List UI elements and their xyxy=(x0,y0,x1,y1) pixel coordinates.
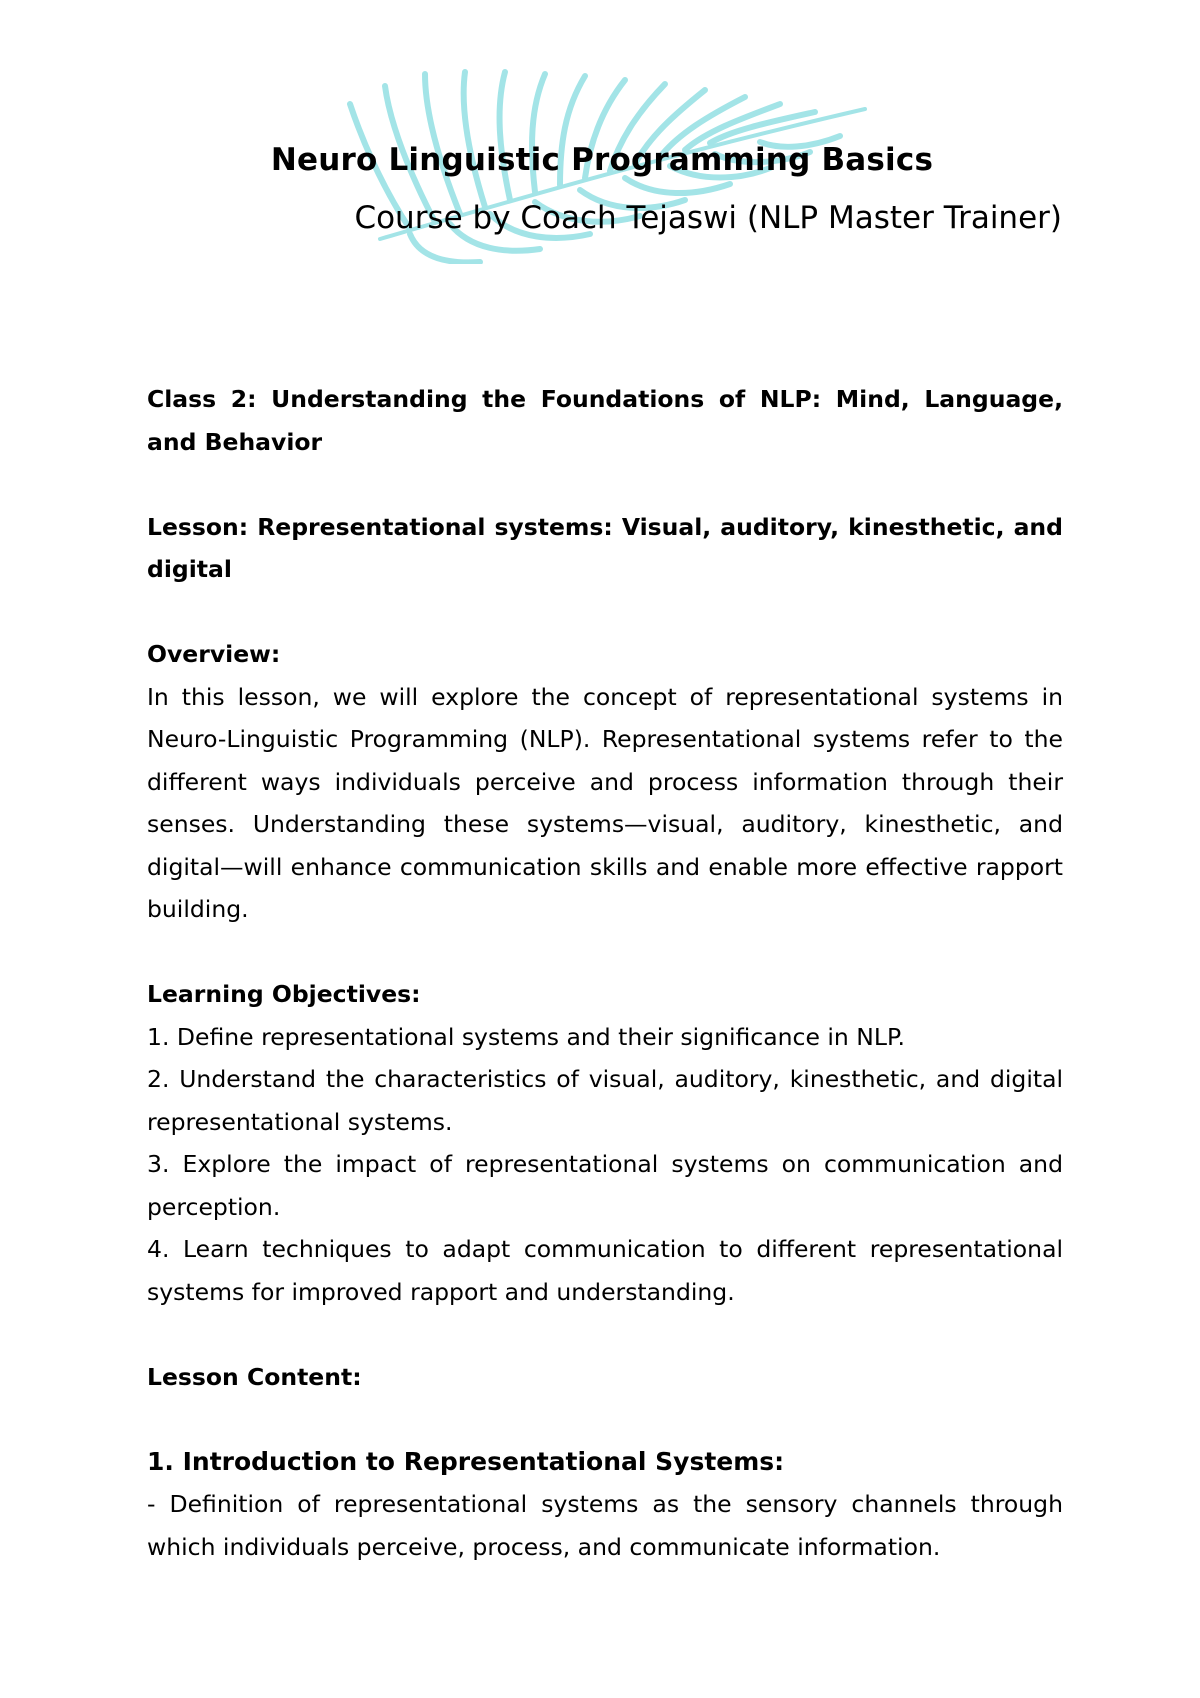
objective-item: 4. Learn techniques to adapt communication to different representational systems for improved rapport and understanding. xyxy=(147,1235,1063,1306)
section-1-heading: 1. Introduction to Representational Systems: xyxy=(147,1446,785,1476)
class-heading: Class 2: Understanding the Foundations of NLP: Mind, Language, and Behavior xyxy=(147,385,1063,456)
section-1 xyxy=(147,1441,1063,1569)
lesson-content-heading: Lesson Content: xyxy=(147,1362,362,1391)
overview-heading: Overview: xyxy=(147,640,281,668)
lesson-body xyxy=(147,378,1063,1568)
objectives-section xyxy=(147,973,1063,1313)
overview-section xyxy=(147,633,1063,931)
section-1-text: - Definition of representational systems as the sensory channels through which individuals perceive, process, and communicate information. xyxy=(147,1490,1063,1561)
overview-text: In this lesson, we will explore the concept of representational systems in Neuro-Linguistic Programming (NLP). Representational systems refer to the different ways individuals perceive and process information through their senses. Understanding these systems—visual, auditory, kinesthetic, and digital—will enhance communication skills and enable more effective rapport building. xyxy=(147,682,1063,923)
document-subtitle: Course by Coach Tejaswi (NLP Master Trainer) xyxy=(354,200,1062,236)
objective-item: 3. Explore the impact of representational systems on communication and perception. xyxy=(147,1150,1063,1221)
objective-item: 1. Define representational systems and their significance in NLP. xyxy=(147,1022,905,1051)
objective-item: 2. Understand the characteristics of visual, auditory, kinesthetic, and digital representational systems. xyxy=(147,1065,1063,1136)
objectives-heading: Learning Objectives: xyxy=(147,980,421,1008)
document-title: Neuro Linguistic Programming Basics xyxy=(270,142,934,178)
lesson-heading: Lesson: Representational systems: Visual, auditory, kinesthetic, and digital xyxy=(147,512,1063,583)
